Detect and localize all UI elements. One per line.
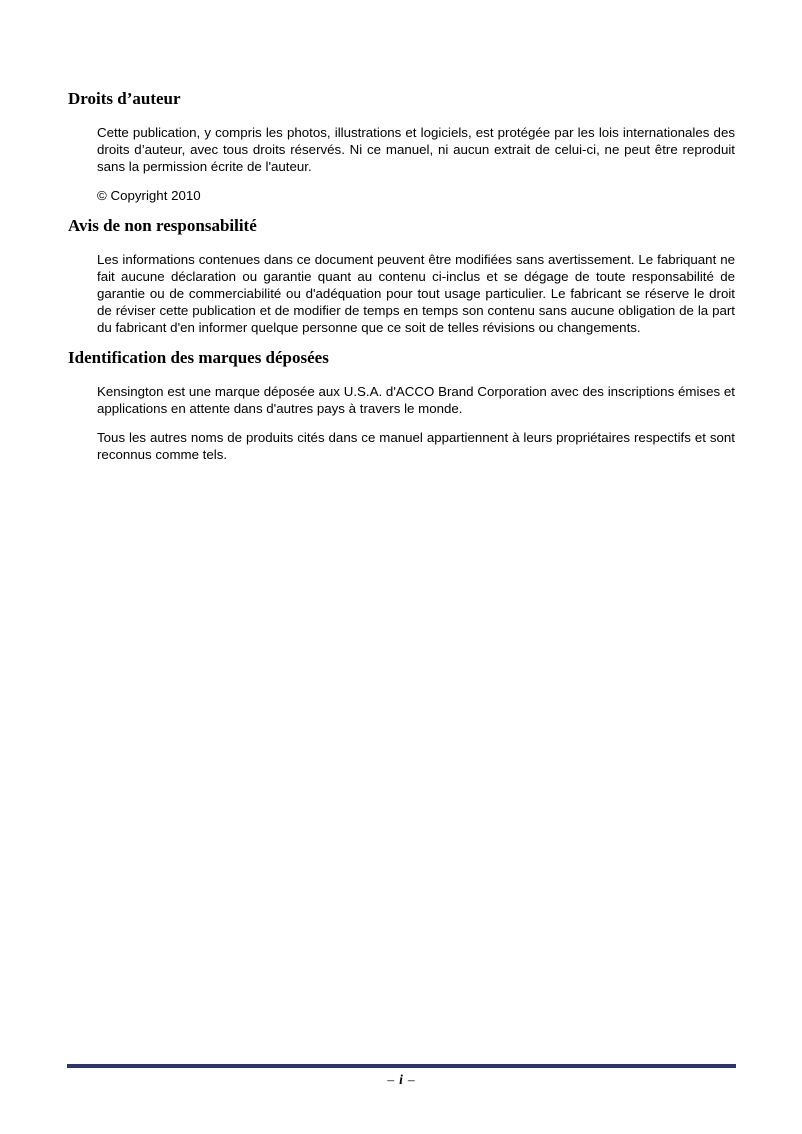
copyright-paragraph: Cette publication, y compris les photos, illustrations et logiciels, est protégée par les lois internationales des droits d’auteur, avec tous droits réservés. Ni ce manuel, ni aucun extrait de celui-ci, ne peut être reproduit sans la permission écrite de l'auteur. bbox=[97, 125, 735, 174]
footer-right-dash: – bbox=[407, 1072, 415, 1087]
copyright-year-line: © Copyright 2010 bbox=[97, 188, 201, 203]
page-content bbox=[0, 0, 802, 463]
section-trademarks bbox=[68, 348, 736, 463]
footer-left-dash: – bbox=[387, 1072, 395, 1087]
disclaimer-paragraph: Les informations contenues dans ce document peuvent être modifiées sans avertissement. Le fabriquant ne fait aucune déclaration ou garantie quant au contenu ci-inclus et se dégage de toute responsabilité de garantie ou de commerciabilité ou d'adéquation pour tout usage particulier. Le fabricant se réserve le droit de réviser cette publication et de modifier de temps en temps son contenu sans aucune obligation de la part du fabricant d'en informer quelque personne que ce soit de telles révisions ou changements. bbox=[97, 252, 735, 335]
footer-rule bbox=[67, 1064, 736, 1068]
page-footer bbox=[0, 1071, 802, 1088]
trademarks-section-heading: Identification des marques déposées bbox=[68, 348, 329, 367]
footer-page-number: i bbox=[399, 1072, 403, 1087]
section-copyright bbox=[68, 89, 736, 204]
trademarks-paragraph-others: Tous les autres noms de produits cités dans ce manuel appartiennent à leurs propriétaires respectifs et sont reconnus comme tels. bbox=[97, 430, 735, 462]
trademarks-paragraph-kensington: Kensington est une marque déposée aux U.S.A. d'ACCO Brand Corporation avec des inscriptions émises et applications en attente dans d'autres pays à travers le monde. bbox=[97, 384, 735, 416]
disclaimer-section-heading: Avis de non responsabilité bbox=[68, 216, 257, 235]
copyright-section-heading: Droits d’auteur bbox=[68, 89, 181, 108]
section-disclaimer bbox=[68, 216, 736, 336]
